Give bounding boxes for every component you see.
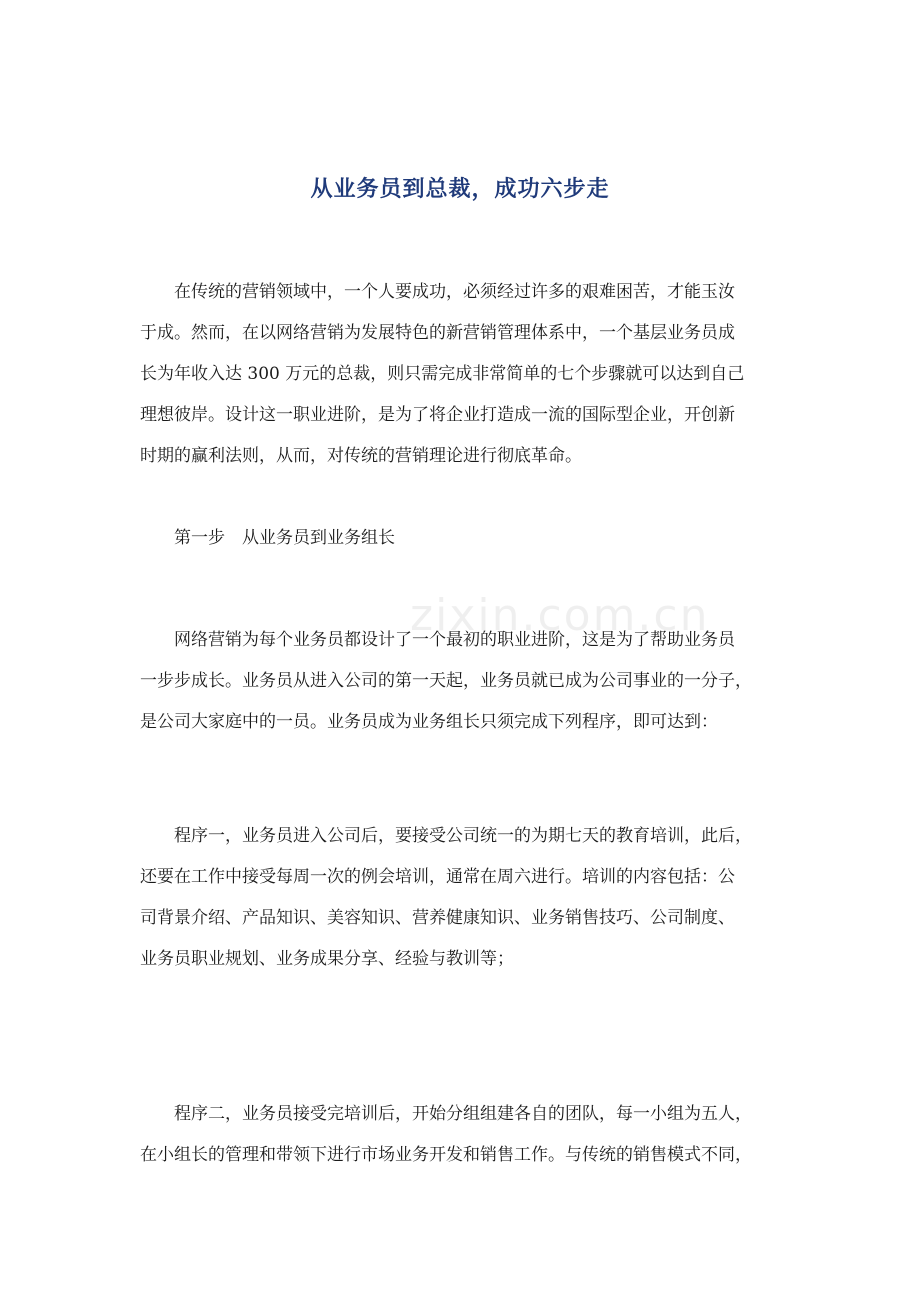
paragraph-line: 时期的赢利法则，从而，对传统的营销理论进行彻底革命。 (140, 446, 582, 466)
paragraph-line: 在小组长的管理和带领下进行市场业务开发和销售工作。与传统的销售模式不同， (140, 1145, 752, 1165)
paragraph-line: 还要在工作中接受每周一次的例会培训，通常在周六进行。培训的内容包括：公 (140, 867, 735, 887)
watermark: zixin.com.cn (410, 590, 710, 641)
paragraph-line: 于成。然而，在以网络营销为发展特色的新营销管理体系中，一个基层业务员成 (140, 323, 735, 343)
paragraph-line: 司背景介绍、产品知识、美容知识、营养健康知识、业务销售技巧、公司制度、 (140, 908, 735, 928)
section-heading-step-one (140, 518, 800, 559)
paragraph-line: 是公司大家庭中的一员。业务员成为业务组长只须完成下列程序，即可达到： (140, 712, 718, 732)
paragraph-line: 业务员职业规划、业务成果分享、经验与教训等； (140, 949, 514, 969)
section-heading: 第一步 从业务员到业务组长 (174, 528, 395, 548)
paragraph-procedure-two (140, 1094, 800, 1176)
paragraph-procedure-one (140, 816, 800, 980)
paragraph-line: 程序二，业务员接受完培训后，开始分组组建各自的团队，每一小组为五人， (174, 1104, 752, 1124)
paragraph-line: 程序一，业务员进入公司后，要接受公司统一的为期七天的教育培训，此后， (174, 826, 752, 846)
paragraph-line: 一步步成长。业务员从进入公司的第一天起，业务员就已成为公司事业的一分子， (140, 671, 752, 691)
paragraph-line: 理想彼岸。设计这一职业进阶，是为了将企业打造成一流的国际型企业，开创新 (140, 405, 735, 425)
paragraph-step-one (140, 620, 800, 743)
paragraph-intro (140, 272, 800, 477)
document-title: 从业务员到总裁，成功六步走 (310, 176, 610, 202)
paragraph-line: 网络营销为每个业务员都设计了一个最初的职业进阶，这是为了帮助业务员 (174, 630, 735, 650)
paragraph-line: 在传统的营销领域中，一个人要成功，必须经过许多的艰难困苦，才能玉汝 (174, 282, 735, 302)
paragraph-line: 长为年收入达 300 万元的总裁，则只需完成非常简单的七个步骤就可以达到自己 (140, 364, 745, 384)
